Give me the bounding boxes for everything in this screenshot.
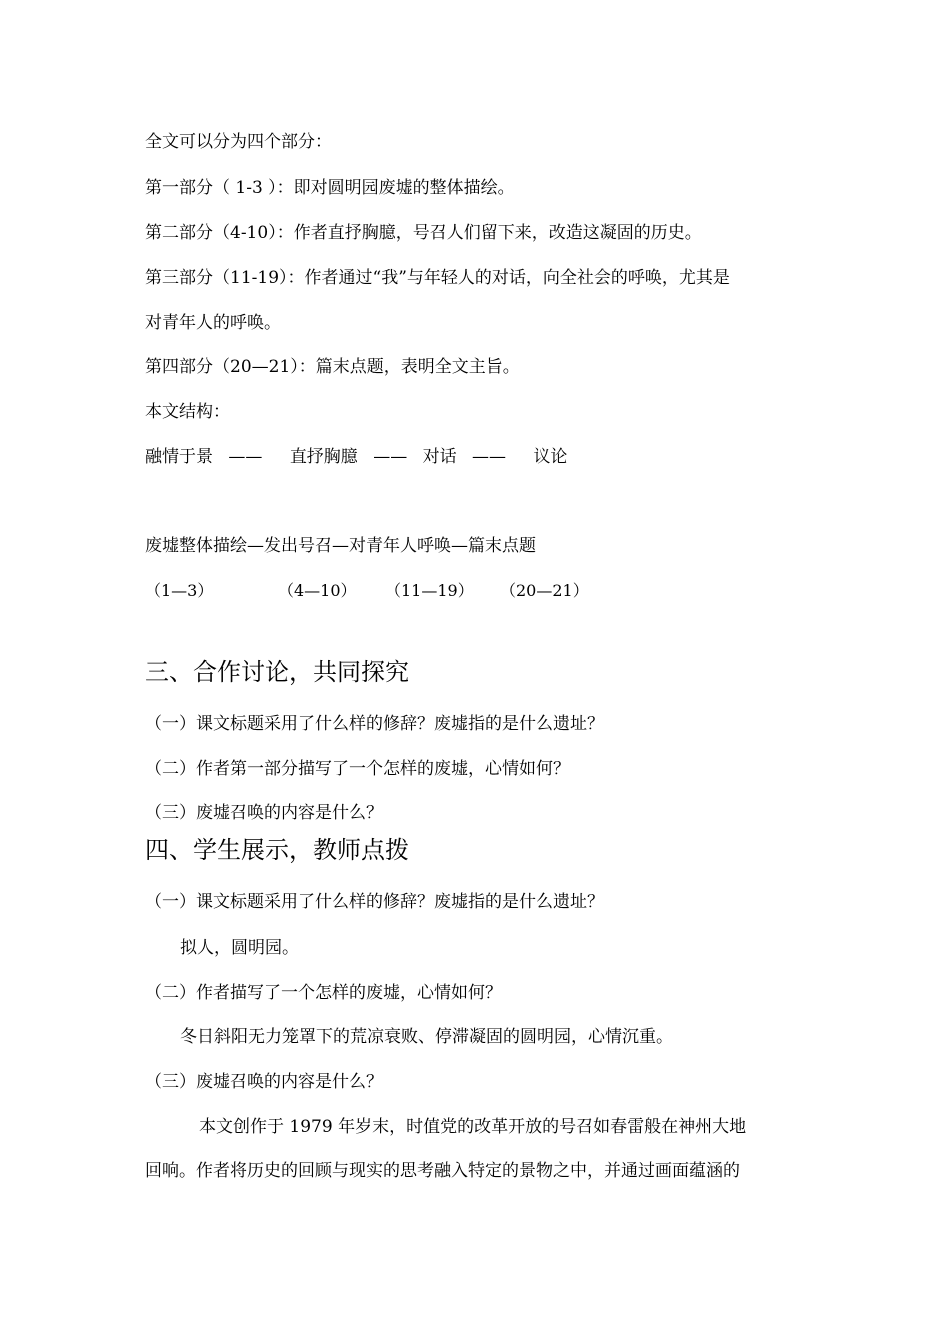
- flow-connector-3: ——: [472, 447, 507, 467]
- structure-content-line: 废墟整体描绘—发出号召—对青年人呼唤—篇末点题: [145, 536, 536, 556]
- outline-part-1: 第一部分（ 1-3 ）：即对圆明园废墟的整体描绘。: [145, 178, 515, 198]
- range-3: （11—19）: [385, 581, 474, 600]
- flow-step-2: 直抒胸臆: [289, 447, 358, 467]
- structure-flow: [145, 446, 567, 468]
- section-3-question-2: （二）作者第一部分描写了一个怎样的废墟，心情如何？: [145, 759, 570, 779]
- outline-part-4: 第四部分（20—21）：篇末点题，表明全文主旨。: [145, 357, 520, 377]
- section-4-question-2: （二）作者描写了一个怎样的废墟，心情如何？: [145, 983, 502, 1003]
- outline-part-3-line-1: 第三部分（11-19）：作者通过“我”与年轻人的对话，向全社会的呼唤，尤其是: [145, 268, 730, 288]
- outline-part-3-line-2: 对青年人的呼唤。: [145, 313, 281, 333]
- section-4-question-1: （一）课文标题采用了什么样的修辞？废墟指的是什么遗址？: [145, 892, 604, 912]
- flow-connector-2: ——: [373, 447, 408, 467]
- range-4: （20—21）: [500, 581, 589, 600]
- range-2: （4—10）: [278, 581, 357, 600]
- section-4-answer-3-line-2: 回响。作者将历史的回顾与现实的思考融入特定的景物之中，并通过画面蕴涵的: [145, 1161, 740, 1181]
- flow-step-1: 融情于景: [145, 447, 213, 467]
- flow-step-3: 对话: [422, 447, 457, 467]
- section-4-heading: 四、学生展示，教师点拨: [145, 836, 409, 864]
- flow-connector-1: ——: [228, 447, 263, 467]
- section-4-answer-3-line-1: 本文创作于 1979 年岁末，时值党的改革开放的号召如春雷般在神州大地: [199, 1117, 747, 1137]
- section-4-question-3: （三）废墟召唤的内容是什么？: [145, 1072, 383, 1092]
- section-3-question-3: （三）废墟召唤的内容是什么？: [145, 803, 383, 823]
- section-4-answer-2: 冬日斜阳无力笼罩下的荒凉衰败、停滞凝固的圆明园，心情沉重。: [180, 1027, 673, 1047]
- section-3-question-1: （一）课文标题采用了什么样的修辞？废墟指的是什么遗址？: [145, 714, 604, 734]
- structure-label: 本文结构：: [145, 402, 230, 422]
- section-4-answer-1: 拟人，圆明园。: [180, 938, 299, 958]
- range-1: （1—3）: [145, 581, 214, 600]
- flow-step-4: 议论: [533, 447, 568, 467]
- outline-intro: 全文可以分为四个部分：: [145, 132, 332, 152]
- section-3-heading: 三、合作讨论，共同探究: [145, 658, 409, 686]
- outline-part-2: 第二部分（4-10）：作者直抒胸臆，号召人们留下来，改造这凝固的历史。: [145, 223, 702, 243]
